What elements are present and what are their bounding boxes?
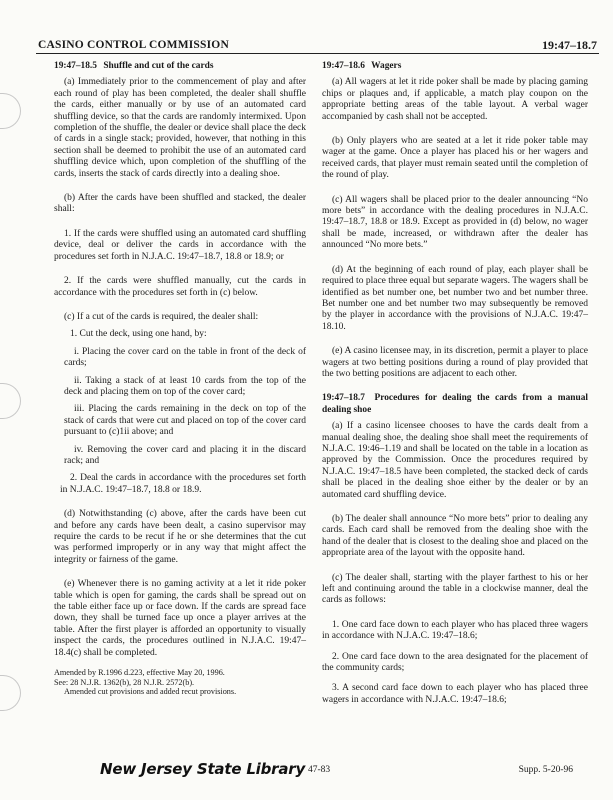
paragraph: (c) If a cut of the cards is required, the dealer shall:	[64, 311, 259, 322]
paragraph: (a) All wagers at let it ride poker shall be made by placing gaming chips or plaques and, if applicable, a match play coupon on the appropriate betting areas of the table layout. A verbal wager accompanied by cash shall not be accepted.	[322, 77, 588, 122]
left-column	[54, 61, 306, 697]
paragraph: 2. If the cards were shuffled manually, cut the cards in accordance with the procedures set forth in (c) below.	[54, 276, 306, 298]
punch-hole	[0, 675, 21, 711]
section-title: Wagers	[371, 61, 402, 71]
paragraph: (a) Immediately prior to the commencement of play and after each round of play has been completed, the dealer shall shuffle the cards, either manually or by use of an automated card shuffling device, so that the cards are randomly intermixed. Upon completion of the shuffle, the dealer or device shall place the deck of cards in a single stack; provided, however, that nothing in this section shall be deemed to prohibit the use of an automated card shuffling device which, upon completion of the shuffling of the cards, inserts the stack of cards directly into a dealing shoe.	[54, 77, 307, 179]
paragraph: (e) Whenever there is no gaming activity at a let it ride poker table which is open for gaming, the cards shall be spread out on the table either face up or face down. If the cards are spread face down, they shall be turned face up once a player arrives at the table. After the first player is afforded an opportunity to visually inspect the cards, the procedures outlined in N.J.A.C. 19:47–18.4(c) shall be completed.	[54, 579, 306, 658]
paragraph: 1. One card face down to each player who has placed three wagers in accordance with N.J.A.C. 19:47–18.6;	[322, 619, 588, 642]
running-header-section: 19:47–18.7	[542, 38, 597, 52]
paragraph: 2. Deal the cards in accordance with the procedures set forth in N.J.A.C. 19:47–18.7, 18.8 or 18.9.	[60, 473, 306, 495]
paragraph: iii. Placing the cards remaining in the deck on top of the stack of cards that were cut and placed on top of the cover card pursuant to (c)1ii above; and	[64, 404, 306, 438]
section-title: Shuffle and cut of the cards	[103, 61, 214, 71]
paragraph: (e) A casino licensee may, in its discretion, permit a player to place wagers at two betting positions during a round of play provided that the two betting positions are adjacent to each other.	[322, 346, 588, 379]
paragraph: (a) If a casino licensee chooses to have the cards dealt from a manual dealing shoe, the dealing shoe shall meet the requirements of N.J.A.C. 19:46–1.19 and shall be located on the table in a location as approved by the Commission. Once the procedures required by N.J.A.C. 19:47–18.5 have been completed, the stacked deck of cards shall be placed in the dealing shoe either by the dealer or by an automated card shuffling device.	[322, 421, 588, 500]
paragraph: 2. One card face down to the area designated for the placement of the community cards;	[322, 651, 588, 674]
running-header-title: CASINO CONTROL COMMISSION	[38, 39, 229, 51]
paragraph: iv. Removing the cover card and placing it in the discard rack; and	[64, 444, 306, 466]
section-title: Procedures for dealing the cards from a manual dealing shoe	[322, 393, 588, 415]
punch-hole	[0, 383, 21, 419]
paragraph: 1. If the cards were shuffled using an automated card shuffling device, deal or deliver the cards in accordance with the procedures set forth in N.J.A.C. 19:47–18.7, 18.8 or 18.9; or	[54, 228, 306, 262]
paragraph: (c) All wagers shall be placed prior to the dealer announcing “No more bets” in accordance with the dealing procedures in N.J.A.C. 19:47–18.7, 18.8 or 18.9. Except as provided in (d) below, no wager shall be made, increased, or withdrawn after the dealer has announced “No more bets.”	[322, 194, 588, 251]
section-number: 19:47–18.7	[322, 393, 365, 404]
paragraph: (c) The dealer shall, starting with the player farthest to his or her left and continuing around the table in a clockwise manner, deal the cards as follows:	[322, 572, 588, 606]
amendment-line: Amended cut provisions and added recut provisions.	[64, 687, 237, 697]
paragraph: i. Placing the cover card on the table in front of the deck of cards;	[64, 346, 306, 369]
amendment-line: Amended by R.1996 d.223, effective May 20, 1996.	[54, 668, 225, 678]
section-number: 19:47–18.6	[322, 61, 365, 71]
punch-hole	[0, 93, 21, 129]
page-number: 47-83	[308, 765, 331, 775]
amendment-note	[54, 668, 306, 697]
paragraph: (b) Only players who are seated at a let it ride poker table may wager at the game. Once a player has placed his or her wagers and received cards, that player must remain seated until the completion of the round of play.	[322, 136, 588, 181]
right-column	[322, 61, 588, 706]
paragraph: (d) Notwithstanding (c) above, after the cards have been cut and before any cards have been dealt, a casino supervisor may require the cards to be recut if he or she determines that the cut was performed improperly or in any way that might affect the integrity or fairness of the game.	[54, 509, 306, 565]
section-heading	[322, 61, 588, 72]
section-number: 19:47–18.5	[54, 61, 97, 71]
section-heading	[54, 61, 306, 72]
paragraph: (b) After the cards have been shuffled and stacked, the dealer shall:	[54, 193, 306, 215]
library-stamp: New Jersey State Library	[100, 760, 306, 778]
paragraph: 1. Cut the deck, using one hand, by:	[70, 329, 207, 340]
section-heading	[322, 393, 588, 416]
amendment-line: See: 28 N.J.R. 1362(b), 28 N.J.R. 2572(b).	[54, 677, 195, 687]
paragraph: 3. A second card face down to each player who has placed three wagers in accordance with N.J.A.C. 19:47–18.6;	[322, 683, 588, 705]
supplement-date: Supp. 5-20-96	[518, 765, 573, 775]
paragraph: (d) At the beginning of each round of play, each player shall be required to place three equal but separate wagers. The wagers shall be identified as bet number one, bet number two and bet number three. Bet number one and bet number two may subsequently be removed by the player in accordance with the provisions of N.J.A.C. 19:47–18.10.	[322, 264, 588, 332]
header-rule	[36, 53, 599, 54]
paragraph: (b) The dealer shall announce “No more bets” prior to dealing any cards. Each card shall be removed from the dealing shoe with the hand of the dealer that is closest to the dealing shoe and placed on the appropriate area of the layout with the opposite hand.	[322, 514, 588, 559]
paragraph: ii. Taking a stack of at least 10 cards from the top of the deck and placing them on top of the cover card;	[64, 375, 306, 397]
